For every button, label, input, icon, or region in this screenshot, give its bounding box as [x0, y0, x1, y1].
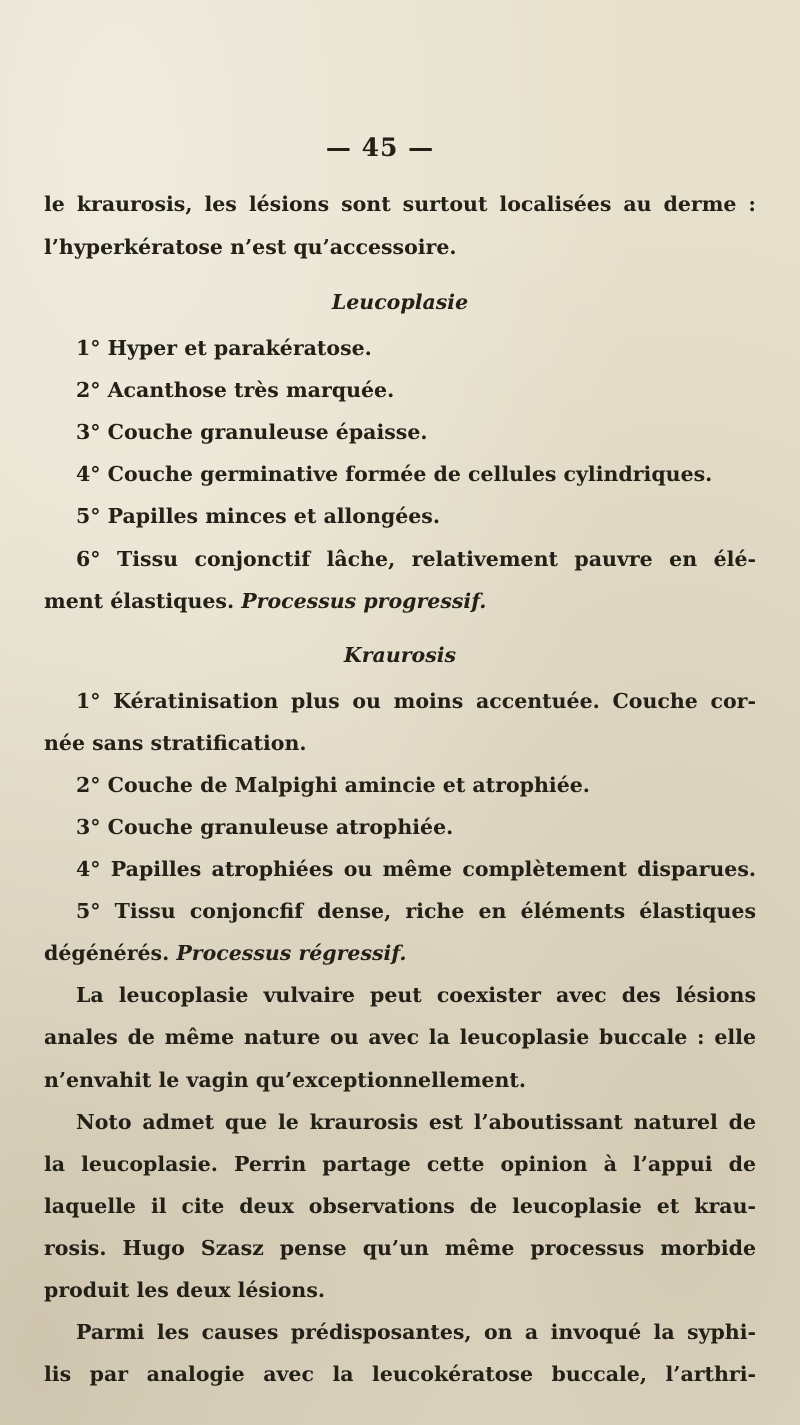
list-item-continuation: [44, 587, 486, 615]
list-item: née sans stratification.: [44, 731, 307, 755]
list-item: 2° Acanthose très marquée.: [76, 378, 395, 402]
body-line: n’envahit le vagin qu’exceptionnellement.: [44, 1068, 526, 1092]
continuation-text: dégénérés.: [44, 941, 170, 965]
intro-line: l’hyperkératose n’est qu’accessoire.: [44, 235, 457, 259]
intro-line: le kraurosis, les lésions sont surtout localisées au derme :: [44, 192, 756, 216]
list-item: 5° Tissu conjoncfif dense, riche en éléments élastiques: [76, 899, 756, 923]
list-item: 5° Papilles minces et allongées.: [76, 504, 440, 528]
list-item: 1° Kératinisation plus ou moins accentuée. Couche cor-: [76, 689, 756, 713]
body-line: produit les deux lésions.: [44, 1278, 326, 1302]
list-item: 2° Couche de Malpighi amincie et atrophiée.: [76, 773, 590, 797]
list-item: 4° Couche germinative formée de cellules cylindriques.: [76, 462, 713, 486]
list-item: 4° Papilles atrophiées ou même complètement disparues.: [76, 857, 756, 881]
page-number: — 45 —: [325, 133, 435, 162]
list-item: 3° Couche granuleuse épaisse.: [76, 420, 428, 444]
body-line: La leucoplasie vulvaire peut coexister avec des lésions: [76, 983, 756, 1007]
conclusion-text: Processus régressif.: [176, 941, 407, 965]
continuation-text: ment élastiques.: [44, 589, 235, 613]
body-line: laquelle il cite deux observations de leucoplasie et krau-: [44, 1194, 756, 1218]
list-item: 1° Hyper et parakératose.: [76, 336, 372, 360]
list-item: 6° Tissu conjonctif lâche, relativement pauvre en élé-: [76, 547, 756, 571]
list-item-continuation: [44, 939, 407, 967]
body-line: rosis. Hugo Szasz pense qu’un même processus morbide: [44, 1236, 756, 1260]
body-line: lis par analogie avec la leucokératose buccale, l’arthri-: [44, 1362, 756, 1386]
section-heading-kraurosis: Kraurosis: [343, 643, 457, 667]
body-line: Parmi les causes prédisposantes, on a invoqué la syphi-: [76, 1320, 756, 1344]
body-line: la leucoplasie. Perrin partage cette opinion à l’appui de: [44, 1152, 756, 1176]
section-heading-leucoplasie: Leucoplasie: [331, 290, 469, 314]
body-line: anales de même nature ou avec la leucoplasie buccale : elle: [44, 1025, 756, 1049]
conclusion-text: Processus progressif.: [241, 589, 487, 613]
list-item: 3° Couche granuleuse atrophiée.: [76, 815, 454, 839]
body-line: Noto admet que le kraurosis est l’aboutissant naturel de: [76, 1110, 756, 1134]
